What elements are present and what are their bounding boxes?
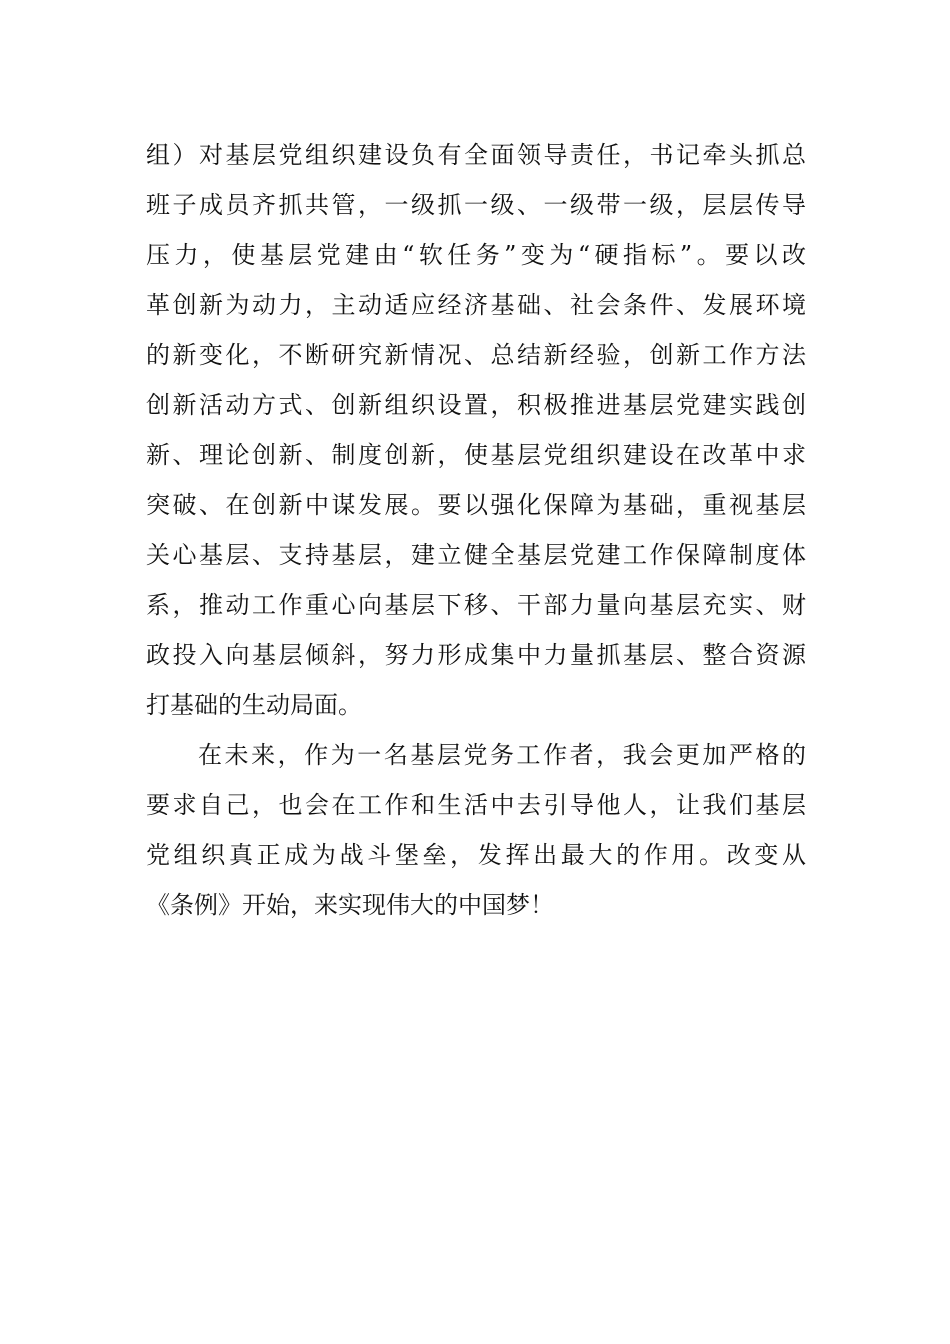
paragraph-2 [146, 730, 806, 930]
text-line: 打基础的生动局面。 [146, 691, 362, 719]
text-line: 突破、在创新中谋发展。要以强化保障为基础，重视基层 [146, 491, 806, 519]
text-line: 关心基层、支持基层，建立健全基层党建工作保障制度体 [146, 541, 806, 569]
body-text [146, 130, 806, 930]
text-line: 新、理论创新、制度创新，使基层党组织建设在改革中求 [146, 441, 806, 469]
paragraph-1 [146, 130, 806, 730]
text-line: 组）对基层党组织建设负有全面领导责任，书记牵头抓总 [146, 141, 806, 169]
text-line: 要求自己，也会在工作和生活中去引导他人，让我们基层 [146, 791, 806, 819]
text-line: 革创新为动力，主动适应经济基础、社会条件、发展环境 [146, 291, 806, 319]
text-line: 在未来，作为一名基层党务工作者，我会更加严格的 [198, 741, 806, 769]
text-line: 班子成员齐抓共管，一级抓一级、一级带一级，层层传导 [146, 191, 806, 219]
text-line: 《条例》开始，来实现伟大的中国梦！ [146, 891, 554, 919]
text-line: 党组织真正成为战斗堡垒，发挥出最大的作用。改变从 [146, 841, 806, 869]
text-line: 的新变化，不断研究新情况、总结新经验，创新工作方法 [146, 341, 806, 369]
text-line: 压力，使基层党建由“软任务”变为“硬指标”。要以改 [146, 241, 806, 269]
text-line: 政投入向基层倾斜，努力形成集中力量抓基层、整合资源 [146, 641, 806, 669]
text-line: 创新活动方式、创新组织设置，积极推进基层党建实践创 [146, 391, 806, 419]
text-line: 系，推动工作重心向基层下移、干部力量向基层充实、财 [146, 591, 806, 619]
